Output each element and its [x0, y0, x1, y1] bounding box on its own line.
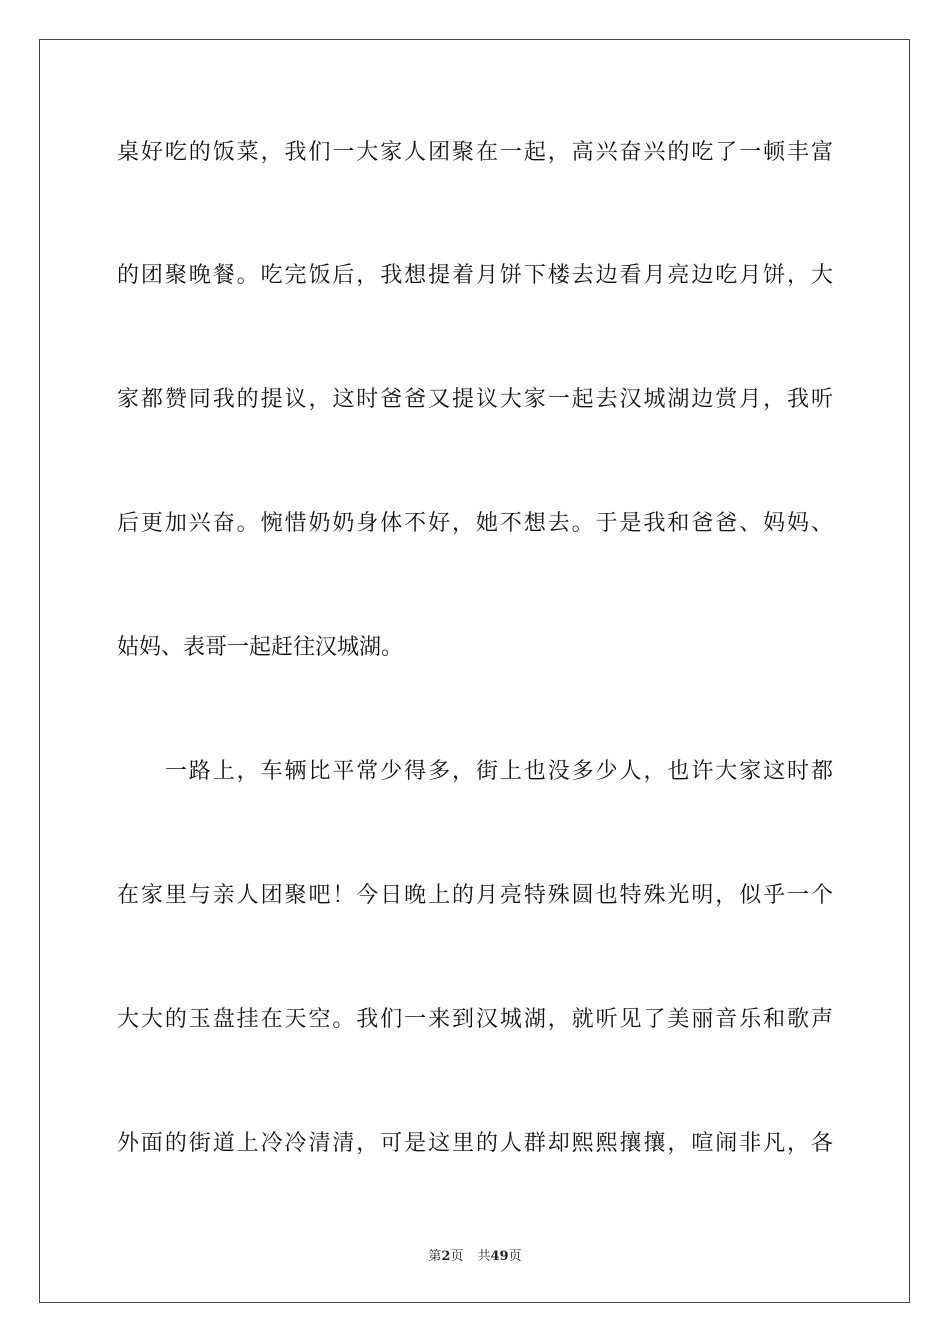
page-prefix: 第 — [428, 1249, 442, 1264]
total-pages: 49 — [490, 1249, 509, 1264]
page-border — [39, 39, 910, 1303]
page-footer — [0, 1248, 950, 1266]
text-line-6: 一路上，车辆比平常少得多，街上也没多少人，也许大家这时都 — [117, 759, 833, 784]
text-line-9: 外面的街道上冷冷清清，可是这里的人群却熙熙攘攘，喧闹非凡，各 — [117, 1131, 833, 1156]
text-line-3: 家都赞同我的提议，这时爸爸又提议大家一起去汉城湖边赏月，我听 — [117, 387, 833, 412]
total-suffix: 页 — [508, 1249, 522, 1264]
total-prefix: 共 — [477, 1249, 491, 1264]
text-line-1: 桌好吃的饭菜，我们一大家人团聚在一起，高兴奋兴的吃了一顿丰富 — [117, 140, 833, 165]
text-line-2: 的团聚晚餐。吃完饭后，我想提着月饼下楼去边看月亮边吃月饼，大 — [117, 263, 833, 288]
page-number: 2 — [441, 1249, 451, 1264]
text-line-5: 姑妈、表哥一起赶往汉城湖。 — [117, 635, 404, 660]
text-line-4: 后更加兴奋。惋惜奶奶身体不好，她不想去。于是我和爸爸、妈妈、 — [117, 511, 833, 536]
page-suffix: 页 — [450, 1249, 464, 1264]
text-line-8: 大大的玉盘挂在天空。我们一来到汉城湖，就听见了美丽音乐和歌声 — [117, 1007, 833, 1032]
text-line-7: 在家里与亲人团聚吧！今日晚上的月亮特殊圆也特殊光明，似乎一个 — [117, 883, 833, 908]
